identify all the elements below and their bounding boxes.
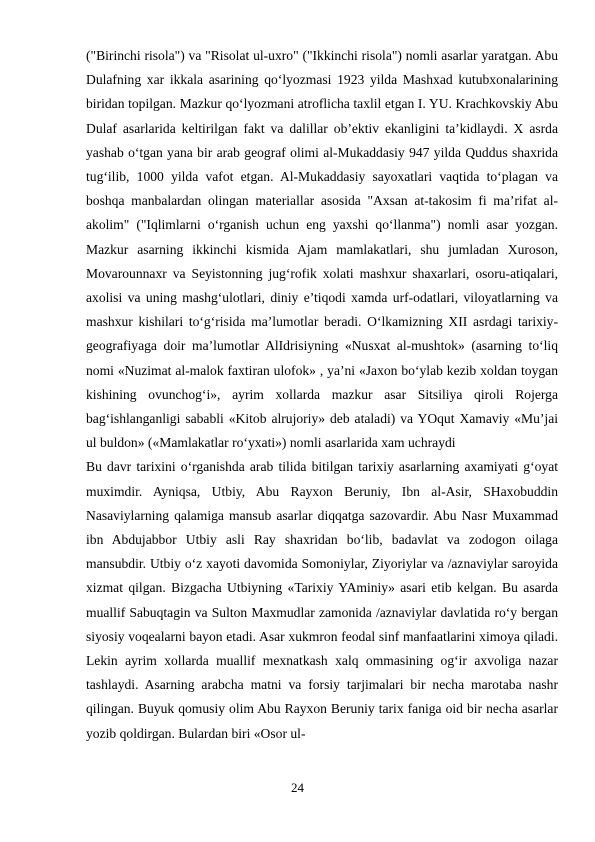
paragraph-1: ("Birinchi risola") va "Risolat ul-uxro" ("Ikkinchi risola") nomli asarlar yaratgan. Abu Dulafning xar ikkala asarining qo‘lyozmasi 1923 yilda Mashxad kutubxonalarining biridan topilgan. Mazkur qo‘lyozmani atroflicha taxlil etgan I. YU. Krachkovskiy Abu Dulaf asarlarida keltirilgan fakt va dalillar ob’ektiv ekanligini ta’kidlaydi. X asrda yashab o‘tgan yana bir arab geograf olimi al-Mukaddasiy 947 yilda Quddus shaxrida tug‘ilib, 1000 yilda vafot etgan. Al-Mukaddasiy sayoxatlari vaqtida to‘plagan va boshqa manbalardan olingan materiallar asosida "Axsan at-takosim fi ma’rifat al-akolim" ("Iqlimlarni o‘rganish uchun eng yaxshi qo‘llanma") nomli asar yozgan. Mazkur asarning ikkinchi kismida Ajam mamlakatlari, shu jumladan Xuroson, Movarounnaxr va Seyistonning jug‘rofik xolati mashxur shaxarlari, osoru-atiqalari, axolisi va uning mashg‘ulotlari, diniy e’tiqodi xamda urf-odatlari, viloyatlarning va mashxur kishilari to‘g‘risida ma’lumotlar beradi. O‘lkamizning XII asrdagi tarixiy-geografiyaga doir ma’lumotlar AlIdrisiyning «Nusxat al-mushtok» (asarning to‘liq nomi «Nuzimat al-malok faxtiran ulofok» , ya’ni «Jaxon bo‘ylab kezib xoldan toygan kishining ovunchog‘i», ayrim xollarda mazkur asar Sitsiliya qiroli Rojerga bag‘ishlanganligi sababli «Kitob alrujoriy» deb ataladi) va YOqut Xamaviy «Mu’jai ul buldon» («Mamlakatlar ro‘yxati») nomli asarlarida xam uchraydi [86,48,558,451]
document-body [86,44,558,746]
page-number: 24 [291,780,304,795]
paragraph-2: Bu davr tarixini o‘rganishda arab tilida bitilgan tarixiy asarlarning axamiyati g‘oyat muximdir. Ayniqsa, Utbiy, Abu Rayxon Beruniy, Ibn al-Asir, SHaxobuddin Nasaviylarning qalamiga mansub asarlar diqqatga sazovardir. Abu Nasr Muxammad ibn Abdujabbor Utbiy asli Ray shaxridan bo‘lib, badavlat va zodogon oilaga mansubdir. Utbiy o‘z xayoti davomida Somoniylar, Ziyoriylar va /aznaviylar saroyida xizmat qilgan. Bizgacha Utbiyning «Tarixiy YAminiy» asari etib kelgan. Bu asarda muallif Sabuqtagin va Sulton Maxmudlar zamonida /aznaviylar davlatida ro‘y bergan siyosiy voqealarni bayon etadi. Asar xukmron feodal sinf manfaatlarini ximoya qiladi. Lekin ayrim xollarda muallif mexnatkash xalq ommasining og‘ir axvoliga nazar tashlaydi. Asarning arabcha matni va forsiy tarjimalari bir necha marotaba nashr qilingan. Buyuk qomusiy olim Abu Rayxon Beruniy tarix faniga oid bir necha asarlar yozib qoldirgan. Bulardan biri «Osor ul- [86,459,558,741]
